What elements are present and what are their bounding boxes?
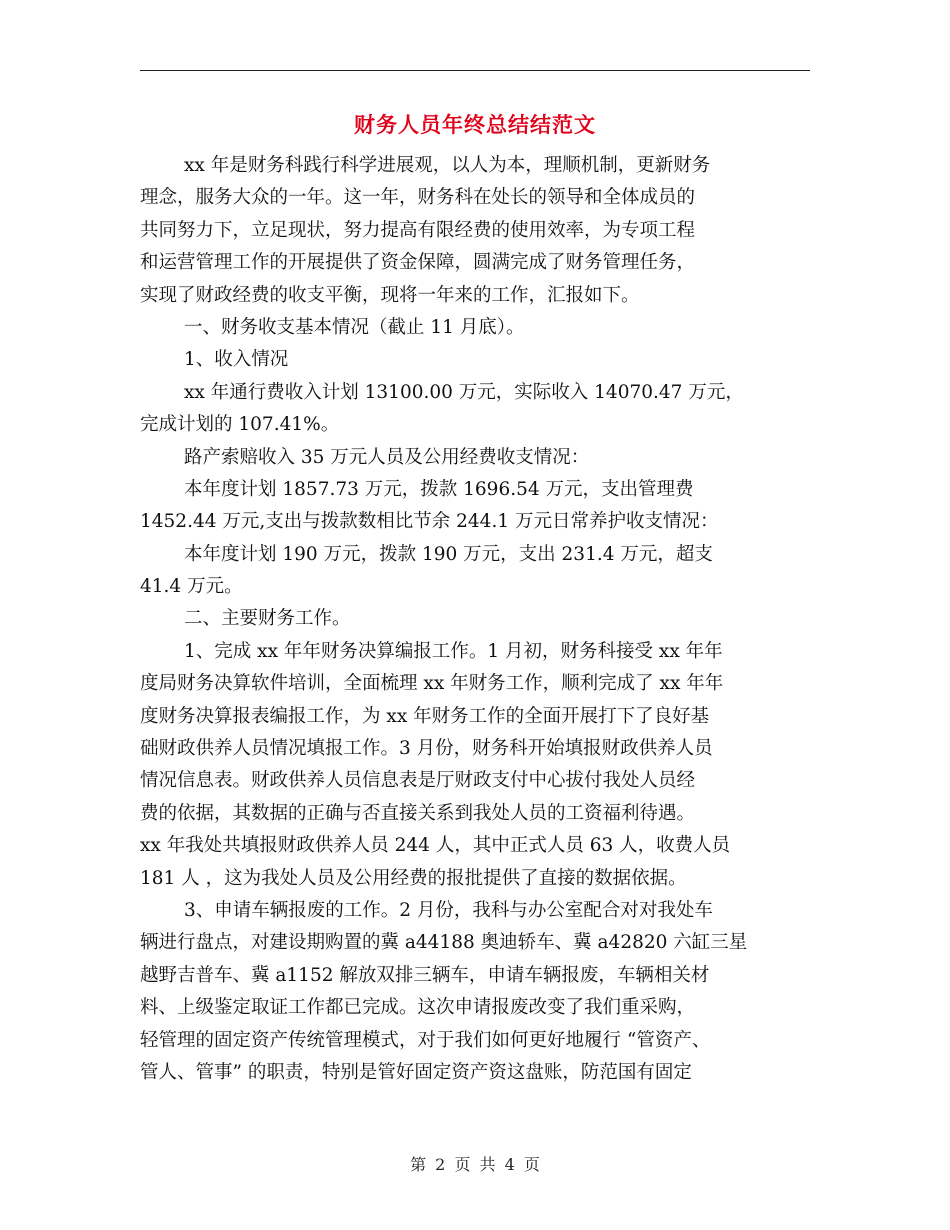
body-line: 情况信息表。财政供养人员信息表是厅财政支付中心拔付我处人员经 — [140, 770, 696, 792]
body-line: 一、财务收支基本情况（截止 11 月底）。 — [184, 316, 525, 338]
body-line: 路产索赔收入 35 万元人员及公用经费收支情况： — [184, 446, 590, 468]
body-line: 共同努力下，立足现状，努力提高有限经费的使用效率，为专项工程 — [140, 219, 696, 241]
body-line: 二、主要财务工作。 — [184, 608, 351, 630]
page-footer: 第 2 页 共 4 页 — [410, 1155, 540, 1174]
body-line: xx 年我处共填报财政供养人员 244 人，其中正式人员 63 人，收费人员 — [140, 835, 731, 857]
body-line: 轻管理的固定资产传统管理模式，对于我们如何更好地履行 “管资产、 — [140, 1029, 711, 1051]
body-line: 理念，服务大众的一年。这一年，财务科在处长的领导和全体成员的 — [140, 187, 696, 209]
body-line: 度局财务决算软件培训，全面梳理 xx 年财务工作，顺利完成了 xx 年年 — [140, 673, 724, 695]
body-line: xx 年是财务科践行科学进展观，以人为本，理顺机制，更新财务 — [184, 155, 711, 176]
body-line: 础财政供养人员情况填报工作。3 月份，财务科开始填报财政供养人员 — [140, 738, 713, 760]
body-line: 181 人 ，这为我处人员及公用经费的报批提供了直接的数据依据。 — [140, 867, 687, 889]
body-line: 和运营管理工作的开展提供了资金保障，圆满完成了财务管理任务， — [140, 252, 696, 274]
body-line: xx 年通行费收入计划 13100.00 万元，实际收入 14070.47 万元， — [184, 381, 744, 403]
body-line: 完成计划的 107.41%。 — [140, 414, 340, 436]
body-line: 3、申请车辆报废的工作。2 月份，我科与办公室配合对对我处车 — [184, 899, 713, 921]
header-rule — [140, 70, 810, 71]
body-line: 1452.44 万元,支出与拨款数相比节余 244.1 万元日常养护收支情况： — [140, 511, 719, 533]
body-line: 辆进行盘点，对建设期购置的冀 a44188 奥迪轿车、冀 a42820 六缸三星 — [140, 932, 748, 954]
body-line: 料、上级鉴定取证工作都已完成。这次申请报废改变了我们重采购， — [140, 997, 696, 1019]
body-line: 本年度计划 1857.73 万元，拨款 1696.54 万元，支出管理费 — [184, 478, 694, 500]
document-title: 财务人员年终总结结范文 — [354, 112, 596, 137]
body-line: 实现了财政经费的收支平衡，现将一年来的工作，汇报如下。 — [140, 284, 640, 306]
body-line: 管人、管事” 的职责，特别是管好固定资产资这盘账，防范国有固定 — [140, 1061, 692, 1083]
body-line: 费的依据，其数据的正确与否直接关系到我处人员的工资福利待遇。 — [140, 802, 696, 824]
body-line: 1、完成 xx 年年财务决算编报工作。1 月初，财务科接受 xx 年年 — [184, 640, 723, 662]
body-line: 越野吉普车、冀 a1152 解放双排三辆车，申请车辆报废，车辆相关材 — [140, 964, 710, 986]
body-line: 41.4 万元。 — [140, 576, 243, 598]
document-body — [140, 150, 810, 1089]
body-line: 度财务决算报表编报工作，为 xx 年财务工作的全面开展打下了良好基 — [140, 705, 710, 727]
body-line: 本年度计划 190 万元，拨款 190 万元，支出 231.4 万元，超支 — [184, 543, 713, 565]
body-line: 1、收入情况 — [184, 349, 289, 371]
